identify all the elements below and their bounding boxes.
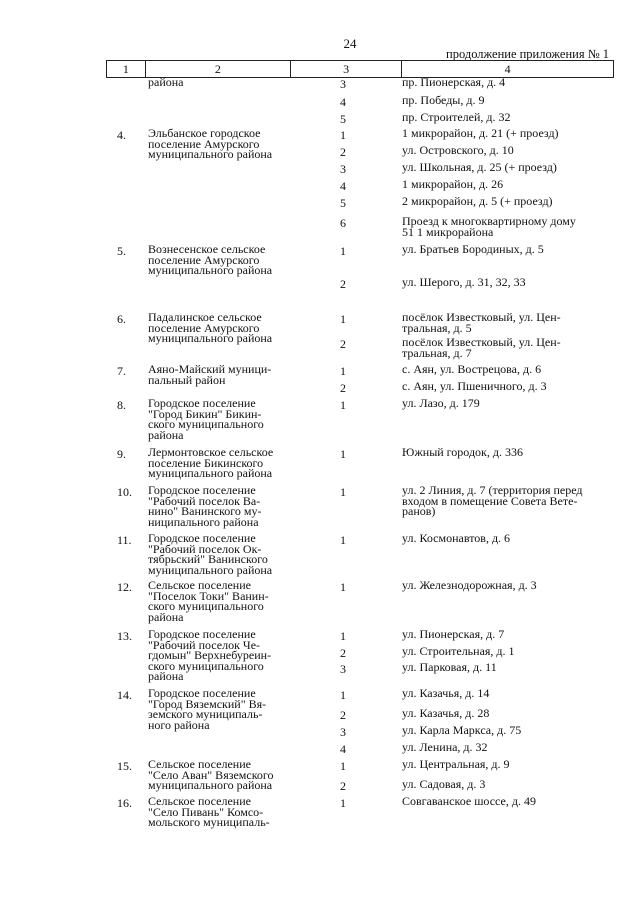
site-address xyxy=(402,179,607,190)
municipality-name-line: мольского муниципаль- xyxy=(148,815,270,829)
site-address xyxy=(402,162,607,173)
site-address xyxy=(402,759,607,770)
site-address xyxy=(402,688,607,699)
site-number: 3 xyxy=(340,162,346,176)
municipality-name-line: муниципального района xyxy=(148,466,273,480)
row-number: 6. xyxy=(117,312,126,326)
municipality-name-line: ниципального района xyxy=(148,514,259,529)
row-number: 12. xyxy=(117,580,132,594)
site-address xyxy=(402,77,607,88)
site-number: 1 xyxy=(340,580,346,594)
page-number: 24 xyxy=(343,36,357,51)
municipality-name xyxy=(148,580,296,622)
site-address-line: ул. Парковая, д. 11 xyxy=(402,660,497,674)
municipality-name-line: тябрьский" Ванинского xyxy=(148,552,268,566)
municipality-name-line: Городское поселение xyxy=(148,686,256,700)
municipality-name-line: Городское поселение xyxy=(148,483,256,497)
site-number: 4 xyxy=(340,95,346,109)
site-number: 2 xyxy=(340,646,346,660)
site-address-line: посёлок Известковый, ул. Цен- xyxy=(402,335,561,349)
municipality-name-line: пальный район xyxy=(148,372,226,387)
site-address-line: тральная, д. 7 xyxy=(402,345,472,360)
site-address xyxy=(402,381,607,392)
site-address xyxy=(402,312,607,333)
municipality-name-line: поселение Амурского xyxy=(148,252,260,267)
site-address xyxy=(402,708,607,719)
site-address-line: ул. Строительная, д. 1 xyxy=(402,644,515,658)
site-address-line: Проезд к многоквартирному дому xyxy=(402,214,576,228)
municipality-name xyxy=(148,398,296,440)
site-address-line: ул. Ленина, д. 32 xyxy=(402,740,488,754)
site-address xyxy=(402,216,607,237)
municipality-name-line: "Рабочий поселок Ок- xyxy=(148,541,262,556)
municipality-name-line: "Село Пивань" Комсо- xyxy=(148,804,264,819)
site-address-line: ул. Центральная, д. 9 xyxy=(402,757,510,771)
site-number: 1 xyxy=(340,447,346,461)
municipality-name-line: поселение Бикинского xyxy=(148,455,264,470)
municipality-name-line: "Город Бикин" Бикин- xyxy=(148,406,262,421)
site-number: 2 xyxy=(340,779,346,793)
row-number: 16. xyxy=(117,796,132,810)
municipality-name-line: Аяно-Майский муници- xyxy=(148,362,272,376)
municipality-name-line: ского муниципального xyxy=(148,599,264,613)
site-address-line: Совгаванское шоссе, д. 49 xyxy=(402,794,536,808)
municipality-name-line: ского муниципального xyxy=(148,658,264,673)
municipality-name-line: Вознесенское сельское xyxy=(148,242,266,256)
site-address-line: ул. Железнодорожная, д. 3 xyxy=(402,578,537,592)
site-number: 1 xyxy=(340,244,346,258)
site-address-line: ул. Лазо, д. 179 xyxy=(402,396,480,410)
municipality-name-line: муниципального района xyxy=(148,331,273,345)
site-number: 1 xyxy=(340,398,346,412)
site-address-line: 2 микрорайон, д. 5 (+ проезд) xyxy=(402,194,553,208)
municipality-name-line: муниципального района xyxy=(148,778,273,792)
municipality-name-line: ного района xyxy=(148,717,210,732)
site-number: 2 xyxy=(340,381,346,395)
site-address-line: ул. 2 Линия, д. 7 (территория перед xyxy=(402,483,583,497)
municipality-name-line: Сельское поселение xyxy=(148,578,251,592)
municipality-name-line: Городское поселение xyxy=(148,396,256,410)
site-address-line: 51 1 микрорайона xyxy=(402,224,494,239)
site-address-line: 1 микрорайон, д. 26 xyxy=(402,177,504,191)
site-address-line: ул. Казачья, д. 28 xyxy=(402,706,490,720)
header-col-4: 4 xyxy=(504,62,511,76)
municipality-name-line: района xyxy=(148,609,184,624)
row-number: 5. xyxy=(117,244,126,258)
row-number: 7. xyxy=(117,364,126,378)
site-number: 2 xyxy=(340,145,346,159)
site-number: 1 xyxy=(340,796,346,810)
site-address-line: с. Аян, ул. Пшеничного, д. 3 xyxy=(402,379,547,393)
municipality-name-line: нино" Ванинского му- xyxy=(148,504,262,518)
municipality-name xyxy=(148,364,296,385)
site-address-line: ул. Садовая, д. 3 xyxy=(402,777,486,791)
site-address-line: пр. Победы, д. 9 xyxy=(402,93,485,107)
row-number: 13. xyxy=(117,629,132,643)
site-number: 4 xyxy=(340,742,346,756)
site-address-line: 1 микрорайон, д. 21 (+ проезд) xyxy=(402,126,559,140)
site-address xyxy=(402,145,607,156)
row-number: 4. xyxy=(117,128,126,142)
municipality-name-line: "Город Вяземский" Вя- xyxy=(148,696,267,711)
site-number: 3 xyxy=(340,662,346,676)
site-address-line: с. Аян, ул. Вострецова, д. 6 xyxy=(402,362,542,376)
site-address xyxy=(402,95,607,106)
site-address xyxy=(402,337,607,358)
municipality-name xyxy=(148,485,296,527)
site-number: 3 xyxy=(340,77,346,91)
municipality-name-line: муниципального района xyxy=(148,562,273,577)
site-number: 4 xyxy=(340,179,346,193)
municipality-name-line: земского муниципаль- xyxy=(148,707,263,721)
site-address-line: ул. Школьная, д. 25 (+ проезд) xyxy=(402,160,557,174)
header-col-1: 1 xyxy=(107,61,146,77)
municipality-name-line: района xyxy=(148,669,184,683)
municipality-name-line: района xyxy=(148,75,184,89)
site-address xyxy=(402,725,607,736)
municipality-name-line: "Село Аван" Вяземского xyxy=(148,767,274,782)
header-col-3: 3 xyxy=(291,61,402,77)
site-address-line: посёлок Известковый, ул. Цен- xyxy=(402,310,561,324)
site-address-line: ул. Космонавтов, д. 6 xyxy=(402,531,511,545)
site-address xyxy=(402,742,607,753)
site-address-line: входом в помещение Совета Вете- xyxy=(402,493,578,508)
site-address-line: ул. Пионерская, д. 7 xyxy=(402,627,505,641)
site-number: 2 xyxy=(340,708,346,722)
municipality-name-line: Сельское поселение xyxy=(148,757,251,771)
municipality-name-line: района xyxy=(148,427,184,442)
site-number: 1 xyxy=(340,312,346,326)
site-number: 5 xyxy=(340,112,346,126)
municipality-name-line: "Рабочий поселок Че- xyxy=(148,637,261,652)
site-number: 2 xyxy=(340,277,346,291)
row-number: 14. xyxy=(117,688,132,702)
municipality-name-line: ского муниципального xyxy=(148,417,264,431)
site-address xyxy=(402,364,607,375)
municipality-name-line: Городское поселение xyxy=(148,531,256,545)
municipality-name xyxy=(148,77,296,88)
site-address xyxy=(402,485,607,517)
municipality-name-line: муниципального района xyxy=(148,147,273,161)
site-address-line: ранов) xyxy=(402,504,436,518)
municipality-name xyxy=(148,629,296,682)
site-number: 5 xyxy=(340,196,346,210)
municipality-name-line: Сельское поселение xyxy=(148,794,251,808)
site-address xyxy=(402,580,607,591)
site-address-line: пр. Строителей, д. 32 xyxy=(402,110,511,124)
municipality-name-line: муниципального района xyxy=(148,263,273,277)
municipality-name-line: "Рабочий поселок Ва- xyxy=(148,493,261,508)
row-number: 15. xyxy=(117,759,132,773)
site-address-line: Южный городок, д. 336 xyxy=(402,445,523,459)
municipality-name xyxy=(148,759,296,791)
municipality-name-line: поселение Амурского xyxy=(148,320,260,335)
site-number: 1 xyxy=(340,485,346,499)
municipality-name-line: Падалинское сельское xyxy=(148,310,262,324)
municipality-name xyxy=(148,447,296,479)
site-number: 1 xyxy=(340,533,346,547)
continuation-title: продолжение приложения № 1 xyxy=(446,47,609,61)
site-address xyxy=(402,244,607,255)
site-address xyxy=(402,662,607,673)
municipality-name-line: Лермонтовское сельское xyxy=(148,445,274,459)
row-number: 9. xyxy=(117,447,126,461)
site-number: 1 xyxy=(340,688,346,702)
site-address xyxy=(402,533,607,544)
site-address xyxy=(402,398,607,409)
site-address xyxy=(402,277,607,288)
site-address xyxy=(402,646,607,657)
municipality-name-line: Эльбанское городское xyxy=(148,126,261,140)
site-address-line: пр. Пионерская, д. 4 xyxy=(402,75,506,89)
row-number: 11. xyxy=(117,533,132,547)
site-number: 1 xyxy=(340,629,346,643)
municipality-name xyxy=(148,688,296,730)
municipality-name-line: гдомын" Верхнебуреин- xyxy=(148,648,272,662)
site-address-line: тральная, д. 5 xyxy=(402,320,472,335)
site-address-line: ул. Островского, д. 10 xyxy=(402,143,514,157)
site-address xyxy=(402,112,607,123)
row-number: 8. xyxy=(117,398,126,412)
header-col-2: 2 xyxy=(146,61,291,77)
site-number: 3 xyxy=(340,725,346,739)
municipality-name-line: поселение Амурского xyxy=(148,136,260,151)
row-number: 10. xyxy=(117,485,132,499)
municipality-name-line: Городское поселение xyxy=(148,627,256,641)
municipality-name xyxy=(148,796,296,828)
municipality-name-line: "Поселок Токи" Ванин- xyxy=(148,588,269,603)
municipality-name xyxy=(148,312,296,344)
site-number: 1 xyxy=(340,759,346,773)
site-address-line: ул. Шерого, д. 31, 32, 33 xyxy=(402,275,526,289)
site-address xyxy=(402,779,607,790)
municipality-name xyxy=(148,533,296,575)
site-number: 1 xyxy=(340,364,346,378)
site-address xyxy=(402,128,607,139)
site-address-line: ул. Карла Маркса, д. 75 xyxy=(402,723,522,737)
site-number: 6 xyxy=(340,216,346,230)
site-address xyxy=(402,796,607,807)
site-address xyxy=(402,196,607,207)
municipality-name xyxy=(148,128,296,160)
site-number: 1 xyxy=(340,128,346,142)
site-address xyxy=(402,629,607,640)
site-address-line: ул. Казачья, д. 14 xyxy=(402,686,490,700)
site-address xyxy=(402,447,607,458)
municipality-name xyxy=(148,244,296,276)
site-number: 2 xyxy=(340,337,346,351)
site-address-line: ул. Братьев Бородиных, д. 5 xyxy=(402,242,544,256)
